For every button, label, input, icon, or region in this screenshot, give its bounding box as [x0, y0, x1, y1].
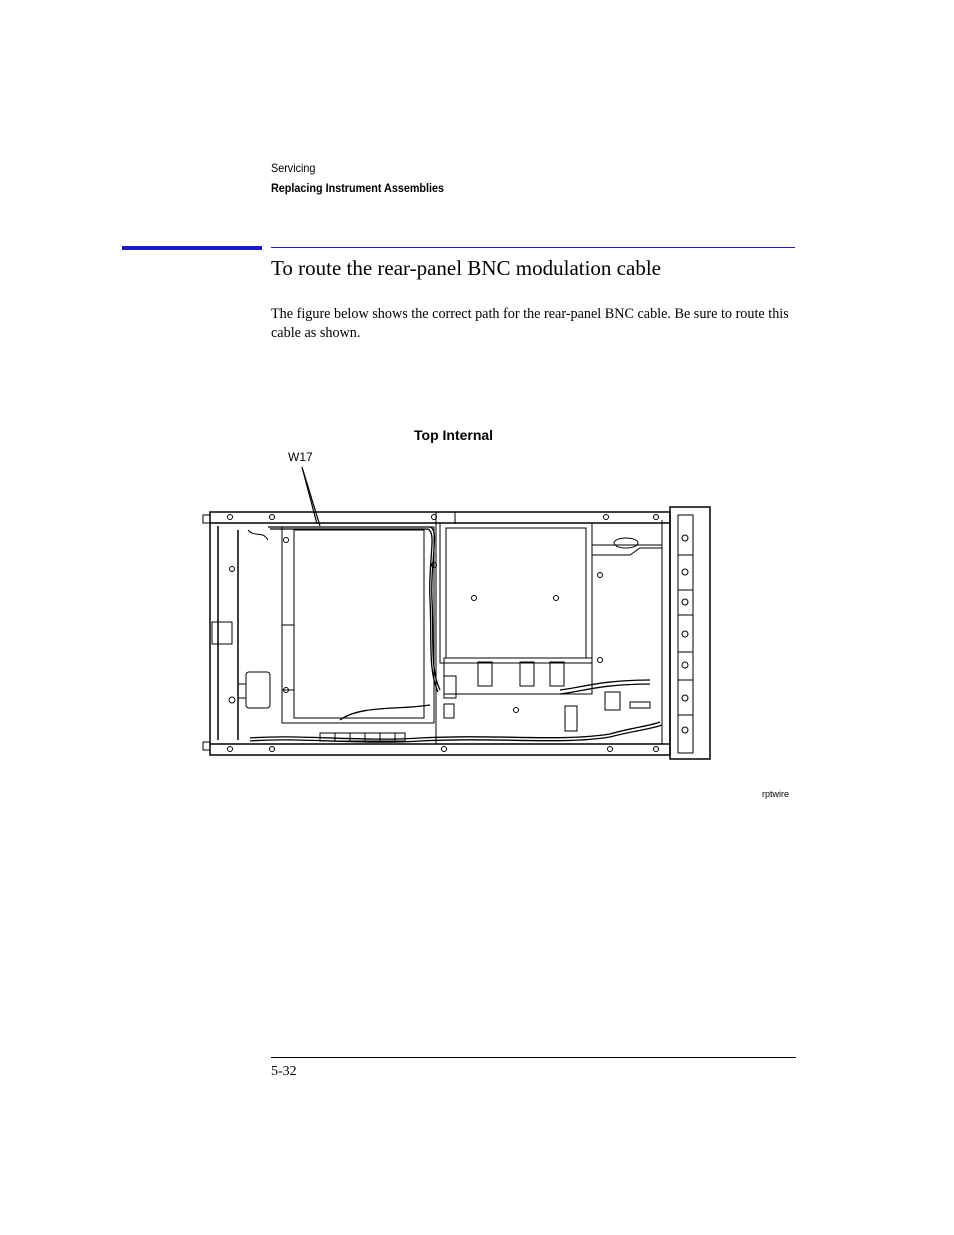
right-compartment [565, 520, 662, 744]
screws [228, 515, 659, 752]
page-title: To route the rear-panel BNC modulation cable [271, 256, 661, 280]
figure-title: Top Internal [414, 427, 494, 443]
power-supply-module [282, 527, 434, 723]
bottom-connector-row [320, 733, 405, 741]
header-section: Servicing [271, 161, 316, 175]
body-paragraph: The figure below shows the correct path for the rear-panel BNC cable. Be sure to route this cable as shown. [271, 306, 789, 341]
figure-id: rptwire [762, 789, 790, 799]
transformer [238, 530, 270, 708]
w17-cable-route [250, 527, 662, 742]
page-number: 5-32 [271, 1064, 297, 1079]
front-panel [670, 507, 710, 759]
footer-rule [271, 1057, 796, 1058]
callout-leader [302, 467, 320, 526]
header-subsection: Replacing Instrument Assemblies [271, 181, 445, 195]
callout-label-w17: W17 [288, 450, 313, 464]
